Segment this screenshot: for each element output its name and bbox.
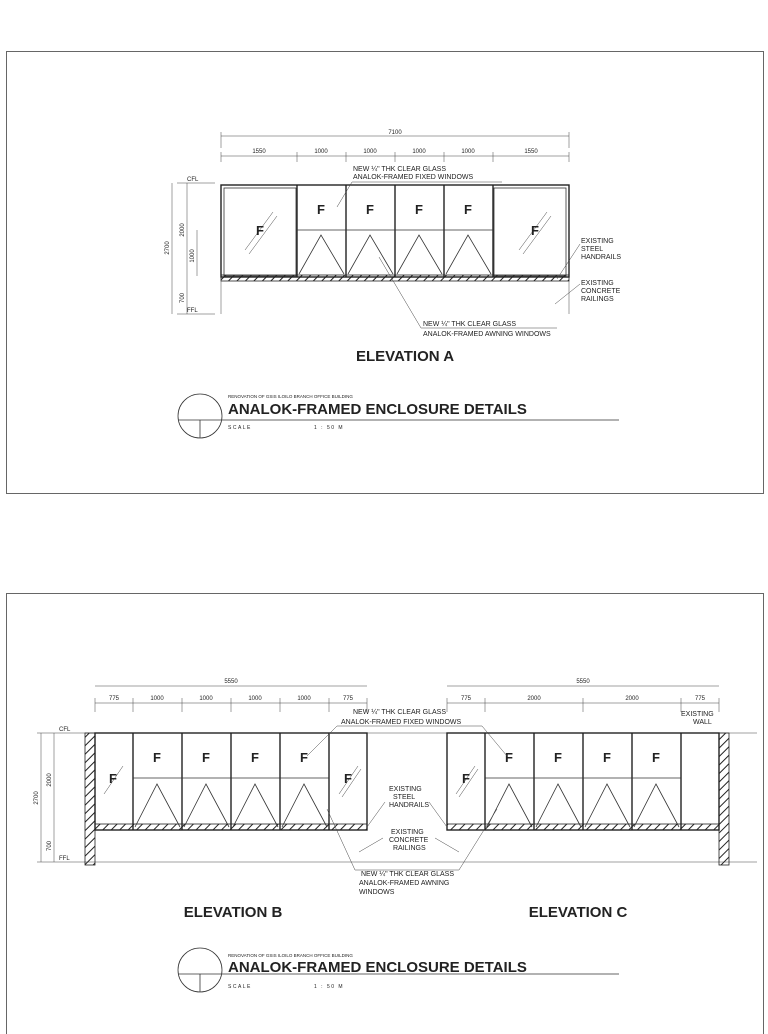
segment-b-2: 1000 (150, 696, 164, 702)
note-railings-3: RAILINGS (393, 845, 426, 852)
leader-awning-b (327, 809, 355, 870)
segment-b-5: 1000 (297, 696, 311, 702)
segment-c-2: 2000 (527, 696, 541, 702)
segment-dim-c-ticks (447, 698, 719, 712)
elevation-b-label: ELEVATION B (183, 904, 283, 921)
drawing-title: ANALOK-FRAMED ENCLOSURE DETAILS (228, 401, 527, 418)
glass-reflection-marks (245, 212, 551, 254)
elevation-c-label: ELEVATION C (528, 904, 628, 921)
segment-c-1: 775 (460, 696, 472, 702)
note-railings-2: CONCRETE (581, 288, 621, 295)
fixed-mark-right: F (531, 223, 539, 238)
note-wall-2: WALL (693, 719, 712, 726)
note-awning-1: NEW ¼" THK CLEAR GLASS (361, 871, 454, 878)
leader-railings (555, 284, 580, 304)
leader-railings-c (435, 838, 459, 852)
note-fixed-2: ANALOK-FRAMED FIXED WINDOWS (341, 719, 462, 726)
note-fixed-2: ANALOK-FRAMED FIXED WINDOWS (353, 174, 474, 181)
project-name: RENOVATION OF GSIS ILOILO BRANCH OFFICE BUILDING (228, 394, 353, 399)
ffl-label: FFL (187, 308, 198, 314)
segment-dim-4: 1000 (412, 149, 426, 155)
note-handrails-2: STEEL (393, 794, 416, 801)
awning-height-text: 1000 (190, 249, 196, 263)
segment-b-1: 775 (108, 696, 120, 702)
glass-reflection-marks-b (104, 766, 361, 797)
note-wall-1: EXISTING (681, 711, 714, 718)
rail-height-text: 700 (180, 292, 186, 304)
segment-b-3: 1000 (199, 696, 213, 702)
segment-dim-ticks (221, 152, 569, 162)
fixed-mark-b-2: F (202, 750, 210, 765)
scale-label: SCALE (228, 984, 252, 990)
segment-dim-3: 1000 (363, 149, 377, 155)
fixed-mark-b-1: F (153, 750, 161, 765)
note-handrails-3: HANDRAILS (389, 802, 430, 809)
overall-dim-text: 7100 (388, 130, 402, 136)
steel-handrail (221, 275, 569, 281)
note-railings-1: EXISTING (581, 280, 614, 287)
ffl-label: FFL (59, 856, 70, 862)
overall-dim-c: 5550 (576, 679, 590, 685)
segment-b-6: 775 (342, 696, 354, 702)
note-railings-3: RAILINGS (581, 296, 614, 303)
segment-dim-5: 1000 (461, 149, 475, 155)
scale-label: SCALE (228, 425, 252, 431)
segment-dim-1: 1550 (252, 149, 266, 155)
elevation-a-drawing (7, 52, 763, 493)
cfl-label: CFL (187, 177, 199, 183)
fixed-mark-c-left: F (462, 771, 470, 786)
scale-value: 1 : 50 M (314, 984, 345, 990)
leader-awning-c (459, 809, 497, 870)
existing-wall-c (719, 733, 729, 865)
fixed-mark-b-left: F (109, 771, 117, 786)
scale-value: 1 : 50 M (314, 425, 345, 431)
note-awning-3: WINDOWS (359, 889, 395, 896)
note-handrails-2: STEEL (581, 246, 604, 253)
rail-height-text: 700 (47, 840, 53, 852)
fixed-mark-4: F (464, 202, 472, 217)
note-handrails-1: EXISTING (389, 786, 422, 793)
project-name: RENOVATION OF GSIS ILOILO BRANCH OFFICE BUILDING (228, 953, 353, 958)
fixed-mark-c-2: F (554, 750, 562, 765)
note-awning-1: NEW ¼" THK CLEAR GLASS (423, 321, 516, 328)
note-awning-2: ANALOK-FRAMED AWNING WINDOWS (423, 331, 551, 338)
fixed-pane-right (494, 188, 566, 276)
drawing-sheet-elevations-b-c (6, 593, 764, 1034)
drawing-sheet-elevation-a (6, 51, 764, 494)
note-railings-1: EXISTING (391, 829, 424, 836)
total-height-text: 2700 (34, 791, 40, 805)
elevation-bc-drawing (7, 594, 763, 1034)
total-height-text: 2700 (165, 241, 171, 255)
leader-handrails-b (367, 802, 385, 827)
fixed-mark-3: F (415, 202, 423, 217)
note-fixed-1: NEW ¼" THK CLEAR GLASS (353, 709, 446, 716)
fixed-mark-c-1: F (505, 750, 513, 765)
window-mullions-c (485, 733, 681, 830)
steel-handrail-c (447, 824, 719, 830)
note-handrails-1: EXISTING (581, 238, 614, 245)
cfl-label: CFL (59, 727, 71, 733)
fixed-mark-b-4: F (300, 750, 308, 765)
segment-dim-6: 1550 (524, 149, 538, 155)
overall-dim-b: 5550 (224, 679, 238, 685)
fixed-mark-1: F (317, 202, 325, 217)
window-height-text: 2000 (180, 223, 186, 237)
fixed-mark-b-right: F (344, 771, 352, 786)
note-awning-2: ANALOK-FRAMED AWNING (359, 880, 450, 887)
note-railings-2: CONCRETE (389, 837, 429, 844)
fixed-mark-c-4: F (652, 750, 660, 765)
fixed-mark-c-3: F (603, 750, 611, 765)
note-fixed-1: NEW ¼" THK CLEAR GLASS (353, 166, 446, 173)
leader-fixed-c (482, 726, 507, 756)
segment-dim-2: 1000 (314, 149, 328, 155)
leader-fixed-b (307, 726, 337, 756)
leader-fixed (337, 182, 352, 207)
note-handrails-3: HANDRAILS (581, 254, 622, 261)
segment-dim-b-ticks (95, 698, 367, 712)
fixed-mark-b-3: F (251, 750, 259, 765)
segment-c-3: 2000 (625, 696, 639, 702)
window-height-text: 2000 (47, 773, 53, 787)
segment-b-4: 1000 (248, 696, 262, 702)
fixed-mark-left: F (256, 223, 264, 238)
segment-c-4: 775 (694, 696, 706, 702)
leader-awning (379, 257, 421, 328)
existing-wall-b (85, 733, 95, 865)
drawing-title: ANALOK-FRAMED ENCLOSURE DETAILS (228, 959, 527, 976)
elevation-a-label: ELEVATION A (355, 348, 455, 365)
leader-handrails-c (429, 802, 447, 827)
fixed-mark-2: F (366, 202, 374, 217)
steel-handrail-b (95, 824, 367, 830)
leader-railings-b (359, 838, 383, 852)
window-mullions-b (133, 733, 329, 830)
window-mullions (297, 185, 493, 277)
